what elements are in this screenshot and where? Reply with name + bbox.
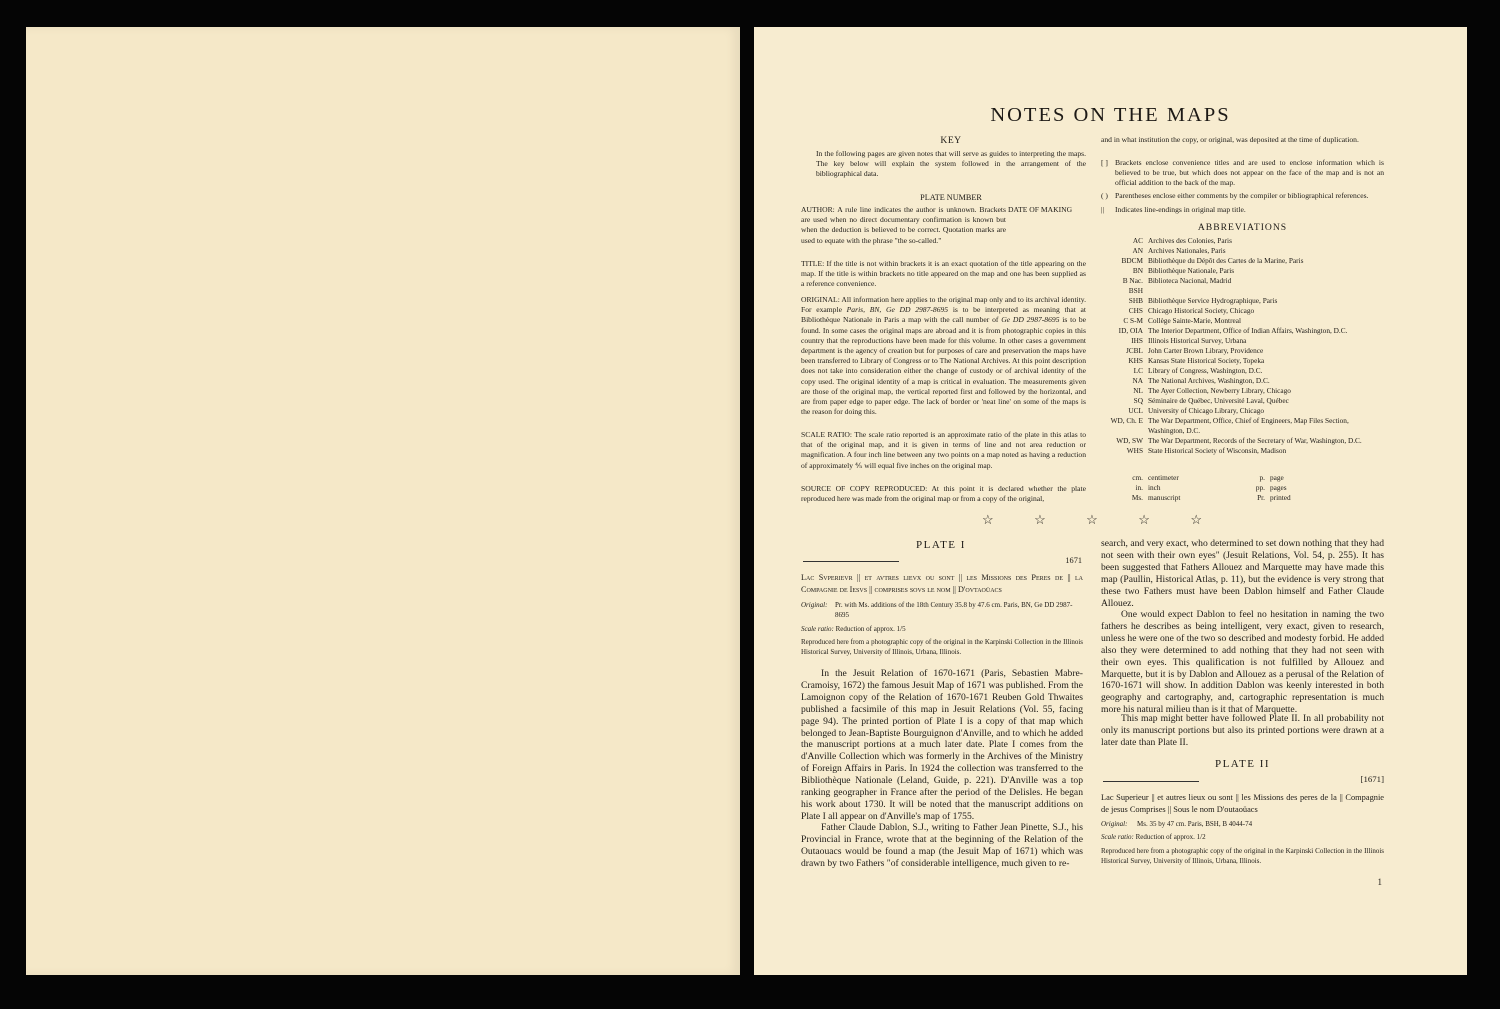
unit-key: p. [1259, 473, 1265, 482]
scale-text: The scale ratio reported is an approximate ratio of the plate in this atlas to that of the original map, and it is given in terms of line and not area reduction or magnification. A four inch line between any two points on a map noted as having a reduction of approximately ⅘ will equal five inches on the original map. [801, 430, 1087, 470]
units-list [1101, 473, 1301, 503]
unit-key: cm. [1132, 473, 1143, 482]
unit-value: printed [1270, 493, 1291, 502]
abbreviation-row [1101, 316, 1384, 326]
abbreviation-row [1101, 326, 1384, 336]
scale-label: SCALE RATIO: [801, 430, 852, 439]
abbreviation-key: WHS [1126, 446, 1143, 455]
abbreviation-row [1101, 446, 1384, 456]
abbreviation-value: Illinois Historical Survey, Urbana [1148, 336, 1247, 345]
abbreviation-key: CHS [1128, 306, 1143, 315]
bars-text: Indicates line-endings in original map title. [1115, 205, 1246, 214]
notes-page [754, 27, 1467, 975]
source-entry [801, 484, 1086, 504]
original-text: Pr. with Ms. additions of the 18th Century 35.8 by 47.6 cm. Paris, BN, Ge DD 2987-8695 [835, 601, 1073, 619]
star-icon: ☆ [1034, 512, 1046, 527]
abbreviation-key: ID, OIA [1118, 326, 1143, 335]
abbreviation-value: The War Department, Records of the Secretary of War, Washington, D.C. [1148, 436, 1362, 445]
unit-key: Ms. [1131, 493, 1143, 502]
plate-2-heading: PLATE II [1214, 758, 1271, 770]
unit-value: centimeter [1148, 473, 1179, 482]
abbreviation-row [1101, 436, 1384, 446]
unit-key: in. [1135, 483, 1143, 492]
scale-entry [801, 430, 1086, 471]
plate-1-reproduction-note: Reproduced here from a photographic copy of the original in the Karpinski Collection in the Illinois Historical Survey, University of Illinois, Urbana, Illinois. [801, 638, 1083, 656]
abbreviation-value: Archives des Colonies, Paris [1148, 236, 1232, 245]
abbreviation-value: Bibliothèque du Dépôt des Cartes de la Marine, Paris [1148, 256, 1304, 265]
original-label: Original: [801, 601, 828, 609]
abbreviations-list [1101, 236, 1384, 456]
abbreviation-key: UCL [1128, 406, 1143, 415]
source-text: At this point it is declared whether the plate reproduced here was made from the original map or from a copy of the original, [801, 484, 1087, 504]
abbreviation-value: Library of Congress, Washington, D.C. [1148, 366, 1263, 375]
abbreviation-row [1101, 276, 1384, 286]
abbreviation-value: Chicago Historical Society, Chicago [1148, 306, 1255, 315]
unit-key: pp. [1255, 483, 1265, 492]
unit-value: page [1270, 473, 1284, 482]
abbreviation-key: BSH [1128, 286, 1143, 295]
abbreviation-key: BN [1132, 266, 1143, 275]
plate-1-date: 1671 [1065, 556, 1082, 565]
unit-key: Pr. [1257, 493, 1265, 502]
source-label: SOURCE OF COPY REPRODUCED: [801, 484, 928, 493]
title-entry [801, 259, 1086, 290]
abbreviation-value: Archives Nationales, Paris [1148, 246, 1226, 255]
title-label: TITLE: [801, 259, 825, 268]
abbreviation-row [1101, 366, 1384, 376]
abbreviation-value: Bibliothèque Nationale, Paris [1148, 266, 1235, 275]
plate-2-date: [1671] [1360, 774, 1384, 784]
parens-text: Parentheses enclose either comments by the compiler or bibliographical references. [1115, 191, 1369, 200]
scale-text: Reduction of approx. 1/2 [1135, 833, 1206, 841]
abbreviation-key: B Nac. [1122, 276, 1143, 285]
abbreviation-value: Collège Sainte-Marie, Montreal [1148, 316, 1242, 325]
abbreviation-key: NA [1132, 376, 1143, 385]
abbreviation-key: SHB [1128, 296, 1143, 305]
plate-2-reproduction-note: Reproduced here from a photographic copy of the original in the Karpinski Collection in the Illinois Historical Survey, University of Illinois, Urbana, Illinois. [1101, 847, 1384, 865]
star-icon: ☆ [1190, 512, 1202, 527]
abbreviation-value: University of Chicago Library, Chicago [1148, 406, 1265, 415]
unit-abbreviation-row [1101, 473, 1301, 483]
plate-1-map-title: Lac Svperievr || et avtres lievx ou sont || les Missions des Peres de || la Compagnie de Iesvs || comprises sovs le nom || D'ovtaoüacs [801, 573, 1083, 594]
original-entry [801, 295, 1086, 417]
key-heading: KEY [940, 135, 962, 146]
unit-abbreviation-row [1101, 493, 1301, 503]
abbreviation-row [1101, 286, 1384, 296]
author-entry [801, 205, 1006, 246]
abbreviation-key: WD, SW [1116, 436, 1143, 445]
original-example: Paris, BN, Ge DD 2987-8695 [846, 305, 949, 315]
unit-value: manuscript [1148, 493, 1181, 502]
abbreviation-key: NL [1133, 386, 1143, 395]
scale-label: Scale ratio: [1101, 833, 1134, 841]
abbreviation-row [1101, 406, 1384, 416]
plate-1-paragraph: In the Jesuit Relation of 1670-1671 (Paris, Sebastien Mabre-Cramoisy, 1672) the famous Jesuit Map of 1671 was published. From the Lamoignon copy of the Relation of 1670-1671 Reuben Gold Thwaites published a facsimile of this map in Jesuit Relations (Vol. 55, facing page 94). The printed portion of Plate I is a copy of that map which belonged to Jean-Baptiste Bourguignon d'Anville, and to which he added the manuscript portions at a much later date. Plate I comes from the d'Anville Collection which was formerly in the Archives of the Ministry of Foreign Affairs in Paris. In 1924 the collection was transferred to the Bibliothèque Nationale (Leland, Guide, p. 221). D'Anville was a top ranking geographer in France after the period of the Delisles. He began his work about 1730. It will be noted that the manuscript additions on Plate I all appear on d'Anville's map of 1755. [801, 668, 1083, 822]
abbreviation-row [1101, 356, 1384, 366]
abbreviation-key: SQ [1133, 396, 1143, 405]
abbreviation-row [1101, 256, 1384, 266]
plate-1-original [801, 601, 1083, 620]
abbreviation-value: Kansas State Historical Society, Topeka [1148, 356, 1265, 365]
original-text: Ms. 35 by 47 cm. Paris, BSH, B 4044-74 [1137, 820, 1253, 828]
plate-1-paragraph: One would expect Dablon to feel no hesitation in naming the two fathers he describes as being intelligent, very exact, given to research, unless he were one of the two so described and modesty forbid. He added also they were determined to add nothing that they had not seen with their own eyes. This qualification is not fulfilled by Allouez and Marquette, but it is by Dablon and Allouez as a perusal of the Relation of 1670-1671 will show. In addition Dablon was keenly interested in both geography and cartography, and, cartographic representation is much more his natural milieu than is it that of Marquette. [1101, 609, 1384, 716]
abbreviation-value: State Historical Society of Wisconsin, Madison [1148, 446, 1287, 455]
abbreviation-row [1101, 266, 1384, 276]
plate-2-map-title: Lac Superieur || et autres lieux ou sont || les Missions des peres de la || Compagnie de jesus Comprises || Sous le nom D'outaoüacs [1101, 793, 1384, 814]
brackets-entry [1101, 158, 1384, 189]
original-text: All information here applies to the original map only and to its archival identity. For example [801, 295, 1087, 315]
abbreviation-row [1101, 416, 1384, 436]
scale-text: Reduction of approx. 1/5 [835, 625, 906, 633]
abbreviation-value: The Ayer Collection, Newberry Library, Chicago [1148, 386, 1291, 395]
plate-2-original [1101, 820, 1384, 830]
abbreviation-row [1101, 246, 1384, 256]
abbreviation-row [1101, 386, 1384, 396]
abbreviation-value: The War Department, Office, Chief of Engineers, Map Files Section, Washington, D.C. [1148, 416, 1349, 435]
abbreviation-value: The Interior Department, Office of Indian Affairs, Washington, D.C. [1148, 326, 1348, 335]
abbreviations-heading: ABBREVIATIONS [1197, 222, 1288, 233]
abbreviation-row [1101, 396, 1384, 406]
abbreviation-key: IHS [1131, 336, 1143, 345]
unit-value: pages [1270, 483, 1287, 492]
bars-symbol: || [1101, 205, 1105, 214]
key-intro: In the following pages are given notes that will serve as guides to interpreting the maps. The key below will explain the system followed in the arrangement of the bibliographical data. [816, 149, 1086, 179]
abbreviation-row [1101, 346, 1384, 356]
star-icon: ☆ [982, 512, 994, 527]
plate-2-scale [1101, 833, 1384, 843]
plate-1-paragraph: This map might better have followed Plate II. In all probability not only its manuscript portions but also its printed portions were drawn at a later date than Plate II. [1101, 713, 1384, 748]
abbreviation-value: Séminaire de Québec, Université Laval, Québec [1148, 396, 1289, 405]
author-label: AUTHOR: [801, 205, 835, 214]
author-unknown-rule [1103, 781, 1199, 782]
brackets-symbol: [ ] [1101, 158, 1108, 167]
original-label: ORIGINAL: [801, 295, 840, 304]
abbreviation-key: JCBL [1125, 346, 1143, 355]
abbreviation-row [1101, 376, 1384, 386]
abbreviation-value: The National Archives, Washington, D.C. [1148, 376, 1270, 385]
brackets-text: Brackets enclose convenience titles and are used to enclose information which is believed to be true, but which does not appear on the face of the map and is not an official addition to the back of the map. [1115, 158, 1384, 188]
abbreviation-row [1101, 236, 1384, 246]
title-text: If the title is not within brackets it is an exact quotation of the title appearing on the map. If the title is within brackets no title appeared on the map and one has been supplied as a reference convenience. [801, 259, 1086, 289]
abbreviation-value: John Carter Brown Library, Providence [1148, 346, 1264, 355]
plate-1-paragraph: Father Claude Dablon, S.J., writing to Father Jean Pinette, S.J., his Provincial in France, wrote that at the beginning of the Relation of the Outaouacs would be found a map (the Jesuit Map of 1671) which was drawn by two Fathers "of considerable intelligence, much given to re- [801, 822, 1083, 869]
abbreviation-row [1101, 306, 1384, 316]
author-text: A rule line indicates the author is unknown. Brackets are used when no direct documentary confirmation is known but when the deduction is believed to be correct. Quotation marks are used to equate with the phrase "the so-called." [801, 205, 1006, 245]
abbreviation-key: AC [1132, 236, 1143, 245]
abbreviation-value: Biblioteca Nacional, Madrid [1148, 276, 1232, 285]
left-blank-page [26, 27, 740, 975]
abbreviation-value [1148, 286, 1384, 296]
plate-1-scale [801, 625, 1083, 635]
page-number: 1 [1377, 877, 1382, 887]
plate-1-heading: PLATE I [916, 539, 966, 551]
unit-abbreviation-row [1101, 483, 1301, 493]
bars-entry [1101, 205, 1384, 215]
source-continued: and in what institution the copy, or original, was deposited at the time of duplication. [1101, 135, 1359, 144]
abbreviation-key: C S-M [1123, 316, 1143, 325]
page-title: NOTES ON THE MAPS [990, 104, 1231, 126]
star-icon: ☆ [1138, 512, 1150, 527]
abbreviation-key: BDCM [1121, 256, 1143, 265]
abbreviation-value: Bibliothèque Service Hydrographique, Paris [1148, 296, 1278, 305]
abbreviation-row [1101, 296, 1384, 306]
original-text: is to be found. In some cases the original maps are abroad and it is from photographic copies in this country that the reproductions have been made for this volume. In other cases a government department is the agency of creation but for purposes of care and preservation the maps have been transferred to Library of Congress or to The National Archives. At this point description does not take into consideration either the change of custody or of archival identity of the copy used. The original identity of a map is critical in evaluation. The measurements given are those of the original map, the vertical reported first and followed by the horizontal, and are from paper edge to paper edge. The lack of border or 'neat line' on some of the maps is the reason for doing this. [801, 315, 1087, 417]
plate-1-paragraph: search, and very exact, who determined to set down nothing that they had not seen with their own eyes" (Jesuit Relations, Vol. 54, p. 255). It has been suggested that Fathers Allouez and Marquette may have made this map (Paullin, Historical Atlas, p. 11), but the evidence is very strong that these two Fathers must have been Dablon himself and Father Claude Allouez. [1101, 538, 1384, 609]
plate-number-heading: PLATE NUMBER [920, 193, 982, 202]
scale-label: Scale ratio: [801, 625, 834, 633]
parens-symbol: ( ) [1101, 191, 1108, 200]
star-icon: ☆ [1086, 512, 1098, 527]
original-example: Ge DD 2987-8695 [1001, 315, 1060, 325]
original-label: Original: [1101, 820, 1128, 828]
original-text: is to be interpreted as meaning that at Bibliothèque Nationale in Paris a map with the call number of [801, 305, 1087, 325]
abbreviation-key: KHS [1128, 356, 1143, 365]
abbreviation-key: WD, Ch. E [1110, 416, 1143, 425]
unit-value: inch [1148, 483, 1161, 492]
abbreviation-key: AN [1132, 246, 1143, 255]
author-unknown-rule [803, 561, 899, 562]
date-of-making-label: DATE OF MAKING [1008, 205, 1073, 214]
abbreviation-key: LC [1133, 366, 1143, 375]
parens-entry [1101, 191, 1384, 201]
section-divider-stars [982, 512, 1202, 528]
abbreviation-row [1101, 336, 1384, 346]
